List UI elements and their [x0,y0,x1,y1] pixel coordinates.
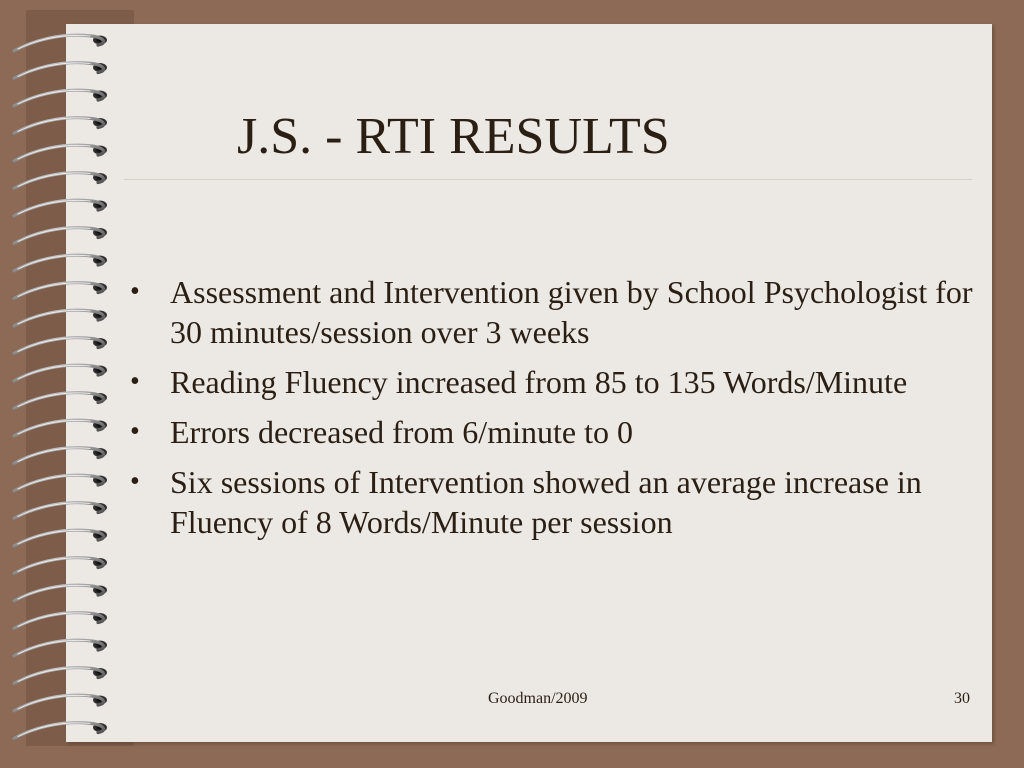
spiral-ring-icon [14,200,107,216]
bullet-dot-icon: • [130,416,140,447]
spiral-ring-icon [14,723,107,739]
spiral-ring-icon [14,310,107,326]
spiral-ring-icon [14,420,107,436]
spiral-ring-icon [14,695,107,711]
spiral-ring-icon [14,558,107,574]
bullet-text: Errors decreased from 6/minute to 0 [170,414,633,450]
spiral-ring-icon [14,118,107,134]
slide-title: J.S. - RTI RESULTS [237,108,670,165]
bullet-text: Assessment and Intervention given by School Psychologist for 30 minutes/session over 3 weeks [170,274,973,350]
spiral-ring-icon [14,503,107,519]
spiral-ring-icon [14,63,107,79]
spiral-ring-icon [14,90,107,106]
page-number: 30 [954,690,970,707]
spiral-ring-icon [14,475,107,491]
bullet-item [128,412,978,452]
spiral-ring-icon [14,365,107,381]
bullet-item [128,272,978,352]
spiral-ring-icon [14,173,107,189]
bullet-text: Six sessions of Intervention showed an average increase in Fluency of 8 Words/Minute per session [170,464,922,540]
bullet-dot-icon: • [130,366,140,397]
spiral-ring-icon [14,585,107,601]
spiral-ring-icon [14,613,107,629]
spiral-ring-icon [14,640,107,656]
spiral-ring-icon [14,145,107,161]
bullet-item [128,362,978,402]
spiral-ring-icon [14,283,107,299]
footer-text: Goodman/2009 [488,690,588,707]
spiral-ring-icon [14,228,107,244]
spiral-ring-icon [14,338,107,354]
spiral-binding [0,0,130,768]
bullet-list [128,272,978,552]
title-divider [124,179,972,180]
spiral-ring-icon [14,255,107,271]
bullet-dot-icon: • [130,466,140,497]
spiral-ring-icon [14,35,107,51]
spiral-ring-icon [14,448,107,464]
bullet-item [128,462,978,542]
bullet-text: Reading Fluency increased from 85 to 135 Words/Minute [170,364,908,400]
spiral-ring-icon [14,393,107,409]
spiral-ring-icon [14,668,107,684]
spiral-ring-icon [14,530,107,546]
bullet-dot-icon: • [130,276,140,307]
